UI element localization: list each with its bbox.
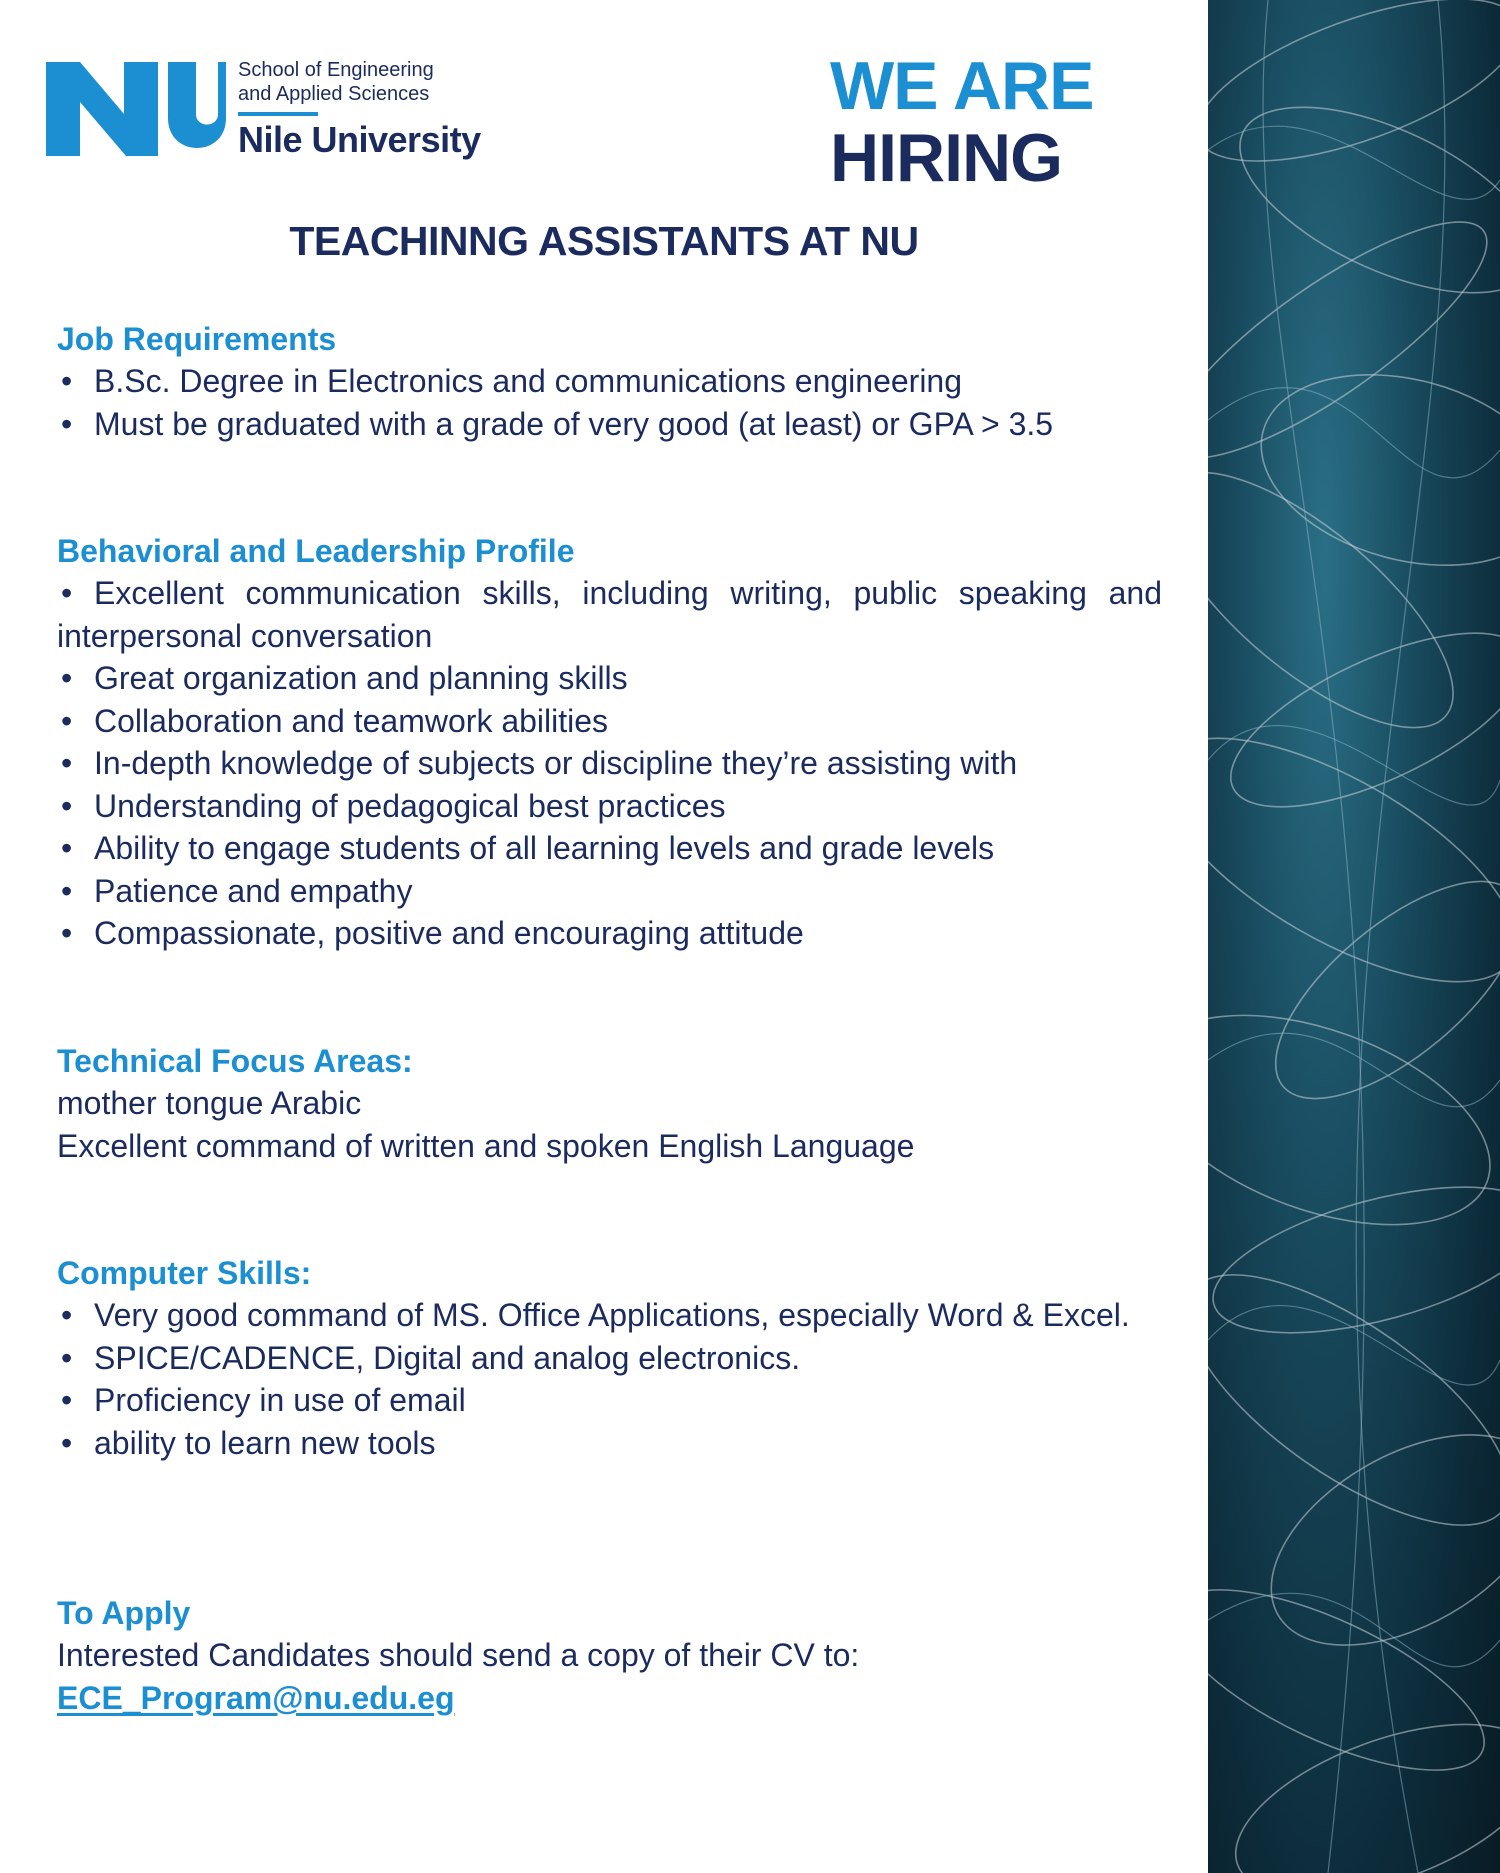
list-item: • Must be graduated with a grade of very good (at least) or GPA > 3.5 — [61, 405, 1054, 442]
decorative-light-trails-panel — [1208, 0, 1500, 1873]
list-item: • Excellent communication skills, including writing, public speaking and interpersonal conversation — [57, 575, 1162, 654]
email-link[interactable]: ECE_Program@nu.edu.eg — [57, 1679, 455, 1716]
apply-instructions: Interested Candidates should send a copy of their CV to: — [57, 1637, 860, 1673]
text-line: mother tongue Arabic — [57, 1085, 362, 1121]
section-heading: Technical Focus Areas: — [57, 1043, 413, 1079]
section-heading: Job Requirements — [57, 321, 337, 357]
list-item: • Patience and empathy — [61, 872, 413, 909]
list-item: • Understanding of pedagogical best practices — [61, 787, 726, 824]
section-heading: Behavioral and Leadership Profile — [57, 533, 575, 569]
light-trails-graphic — [1208, 0, 1500, 1873]
section-computer-skills — [57, 1252, 1162, 1464]
section-heading: Computer Skills: — [57, 1255, 312, 1291]
logo-text-block — [238, 58, 518, 160]
section-technical-focus — [57, 1040, 1162, 1167]
hiring-line-2: HIRING — [830, 120, 1062, 196]
list-item: • Very good command of MS. Office Applications, especially Word & Excel. — [61, 1297, 1130, 1333]
nu-logo-mark-icon — [46, 58, 226, 158]
list-item: • ability to learn new tools — [61, 1424, 436, 1461]
list-item: • SPICE/CADENCE, Digital and analog electronics. — [61, 1339, 801, 1376]
university-name: Nile University — [238, 119, 481, 160]
list-item: • Great organization and planning skills — [61, 660, 628, 696]
logo-divider — [238, 112, 318, 116]
school-name-line2: and Applied Sciences — [238, 83, 430, 105]
list-item: • Proficiency in use of email — [61, 1382, 466, 1418]
section-heading: To Apply — [57, 1595, 191, 1631]
section-job-requirements — [57, 318, 1162, 445]
list-item: • Collaboration and teamwork abilities — [61, 702, 609, 739]
job-title: TEACHINNG ASSISTANTS AT NU — [289, 218, 919, 264]
nile-university-logo — [46, 58, 506, 168]
text-line: Excellent command of written and spoken English Language — [57, 1127, 915, 1164]
we-are-hiring-banner — [830, 50, 1150, 194]
section-behavioral-profile — [57, 530, 1162, 955]
list-item: • Ability to engage students of all learning levels and grade levels — [61, 830, 995, 866]
list-item: • Compassionate, positive and encouraging attitude — [61, 915, 804, 951]
section-to-apply — [57, 1592, 1162, 1719]
hiring-line-1: WE ARE — [830, 48, 1094, 124]
list-item: • In-depth knowledge of subjects or discipline they’re assisting with — [61, 745, 1018, 781]
list-item: • B.Sc. Degree in Electronics and communications engineering — [61, 363, 963, 399]
school-name-line1: School of Engineering — [238, 59, 434, 81]
